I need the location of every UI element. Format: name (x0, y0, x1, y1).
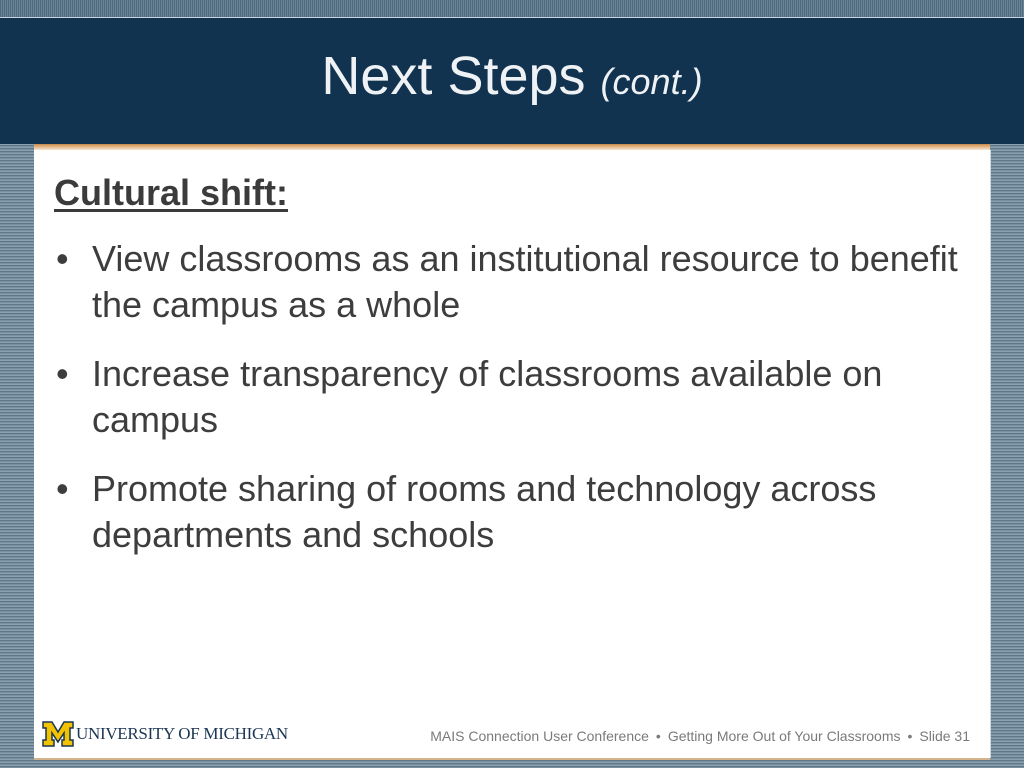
logo-text: UNIVERSITY OF MICHIGAN (76, 724, 288, 743)
content-area (34, 150, 991, 758)
footer-separator: • (907, 728, 913, 744)
footer-presentation: Getting More Out of Your Classrooms (667, 728, 901, 744)
university-logo (42, 720, 288, 748)
bullet-item (52, 351, 972, 443)
footer-caption (430, 728, 970, 744)
footer-separator: • (655, 728, 661, 744)
bullet-icon: • (56, 353, 69, 394)
section-heading: Cultural shift: (54, 172, 288, 213)
footer-conference: MAIS Connection User Conference (430, 728, 649, 744)
bullet-text: Promote sharing of rooms and technology across departments and schools (92, 468, 877, 555)
bottom-edge (34, 758, 990, 760)
slide-title (0, 44, 1024, 114)
bullet-list (52, 236, 972, 581)
title-suffix: (cont.) (600, 61, 703, 102)
top-stripe (0, 0, 1024, 18)
bullet-text: Increase transparency of classrooms available on campus (92, 353, 883, 440)
bullet-icon: • (56, 468, 69, 509)
bullet-item (52, 236, 972, 328)
bullet-icon: • (56, 238, 69, 279)
title-main: Next Steps (321, 46, 586, 106)
bullet-text: View classrooms as an institutional resource to benefit the campus as a whole (92, 238, 958, 325)
block-m-icon (42, 721, 74, 747)
footer-slide-number: Slide 31 (919, 728, 970, 744)
bullet-item (52, 466, 972, 558)
